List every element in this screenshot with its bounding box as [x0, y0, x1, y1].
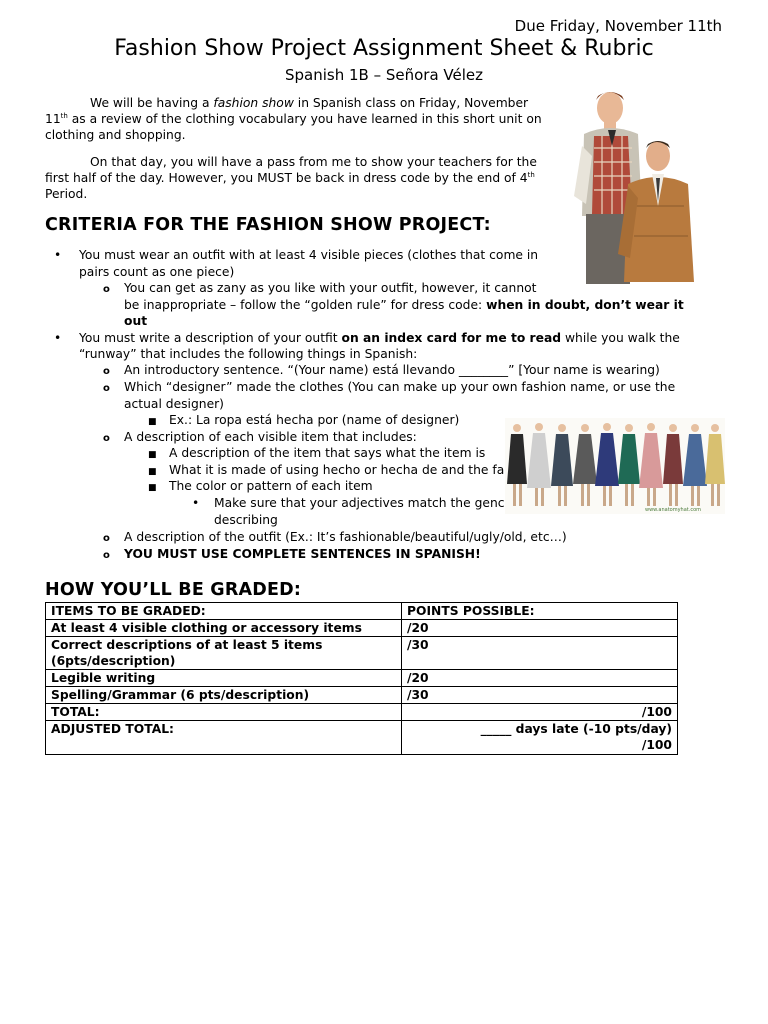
list-item: “runway” that includes the following things in Spanish:: [79, 347, 418, 361]
list-item: describing: [214, 513, 278, 527]
table-cell: ADJUSTED TOTAL:: [46, 721, 402, 755]
list-item: YOU MUST USE COMPLETE SENTENCES IN SPANISH!: [124, 547, 481, 561]
grading-rubric-table: [45, 602, 678, 755]
list-item: A description of each visible item that includes:: [124, 430, 417, 444]
bullet-circle: o: [103, 533, 110, 544]
table-cell: At least 4 visible clothing or accessory items: [46, 620, 402, 637]
bullet-circle: o: [103, 284, 110, 295]
table-cell: /100: [402, 704, 678, 721]
table-cell: /30: [402, 687, 678, 704]
list-item: Ex.: La ropa está hecha por (name of designer): [169, 413, 460, 427]
table-cell: Spelling/Grammar (6 pts/description): [46, 687, 402, 704]
list-item: You can get as zany as you like with your outfit, however, it cannot: [124, 281, 537, 295]
list-item: out: [124, 314, 148, 328]
bullet-dot: •: [54, 331, 62, 345]
table-cell: [402, 721, 678, 755]
intro-paragraph-1: We will be having a fashion show in Spanish class on Friday, November 11th as a review of the clothing vocabulary you have learned in this short unit on clothing and shopping.: [45, 96, 542, 142]
list-item: Which “designer” made the clothes (You can make up your own fashion name, or use the: [124, 380, 676, 394]
list-item: A description of the item that says what the item is: [169, 446, 486, 460]
list-item: be inappropriate – follow the “golden rule” for dress code: when in doubt, don’t wear it: [124, 298, 684, 312]
bullet-circle: o: [103, 383, 110, 394]
late-penalty-text: _____ days late (-10 pts/day): [480, 722, 672, 736]
table-row-adjusted-total: [46, 721, 678, 755]
list-item: The color or pattern of each item: [169, 479, 373, 493]
list-item: actual designer): [124, 397, 224, 411]
table-cell: /20: [402, 620, 678, 637]
intro-paragraph-2: On that day, you will have a pass from me to show your teachers for the first half of the day. However, you MUST be back in dress code by the end of 4th Period.: [45, 155, 537, 201]
list-item: pairs count as one piece): [79, 265, 235, 279]
list-item: An introductory sentence. “(Your name) está llevando ________” [Your name is wearing): [124, 363, 660, 377]
table-cell: TOTAL:: [46, 704, 402, 721]
table-row: [46, 670, 678, 687]
grading-heading: HOW YOU’LL BE GRADED:: [45, 580, 302, 600]
table-cell: /20: [402, 670, 678, 687]
watermark-text: www.anatomyhat.com: [645, 507, 702, 513]
table-cell: /30: [402, 637, 678, 670]
table-row-total: [46, 704, 678, 721]
bullet-square: ■: [148, 450, 157, 460]
list-item: What it is made of using hecho or hecha de and the fa: [169, 463, 505, 477]
table-row: [46, 637, 678, 670]
bullet-square: ■: [148, 483, 157, 493]
bullet-dot: •: [54, 248, 62, 262]
list-item: You must wear an outfit with at least 4 visible pieces (clothes that come in: [79, 248, 539, 262]
bullet-circle: o: [103, 550, 110, 561]
list-item: You must write a description of your outfit on an index card for me to read while you walk the: [79, 331, 680, 345]
due-date: Due Friday, November 11th: [514, 17, 722, 35]
page-title: Fashion Show Project Assignment Sheet & Rubric: [114, 36, 654, 61]
criteria-heading: CRITERIA FOR THE FASHION SHOW PROJECT:: [45, 215, 491, 235]
table-header-cell: POINTS POSSIBLE:: [402, 603, 678, 620]
bullet-circle: o: [103, 433, 110, 444]
table-row: [46, 687, 678, 704]
table-cell: Correct descriptions of at least 5 items (6pts/description): [46, 637, 402, 670]
table-row: [46, 620, 678, 637]
fashion-figures-illustration: [505, 418, 725, 514]
adjusted-points: /100: [641, 738, 672, 752]
bullet-circle: o: [103, 366, 110, 377]
bullet-square: ■: [148, 467, 157, 477]
list-item: Make sure that your adjectives match the genc: [214, 496, 505, 510]
men-in-suits-illustration: [572, 86, 704, 292]
table-header-row: [46, 603, 678, 620]
list-item: A description of the outfit (Ex.: It’s fashionable/beautiful/ugly/old, etc…): [124, 530, 567, 544]
table-header-cell: ITEMS TO BE GRADED:: [46, 603, 402, 620]
table-cell: Legible writing: [46, 670, 402, 687]
bullet-dot: •: [192, 496, 200, 510]
bullet-square: ■: [148, 417, 157, 427]
page-subtitle: Spanish 1B – Señora Vélez: [284, 66, 484, 84]
